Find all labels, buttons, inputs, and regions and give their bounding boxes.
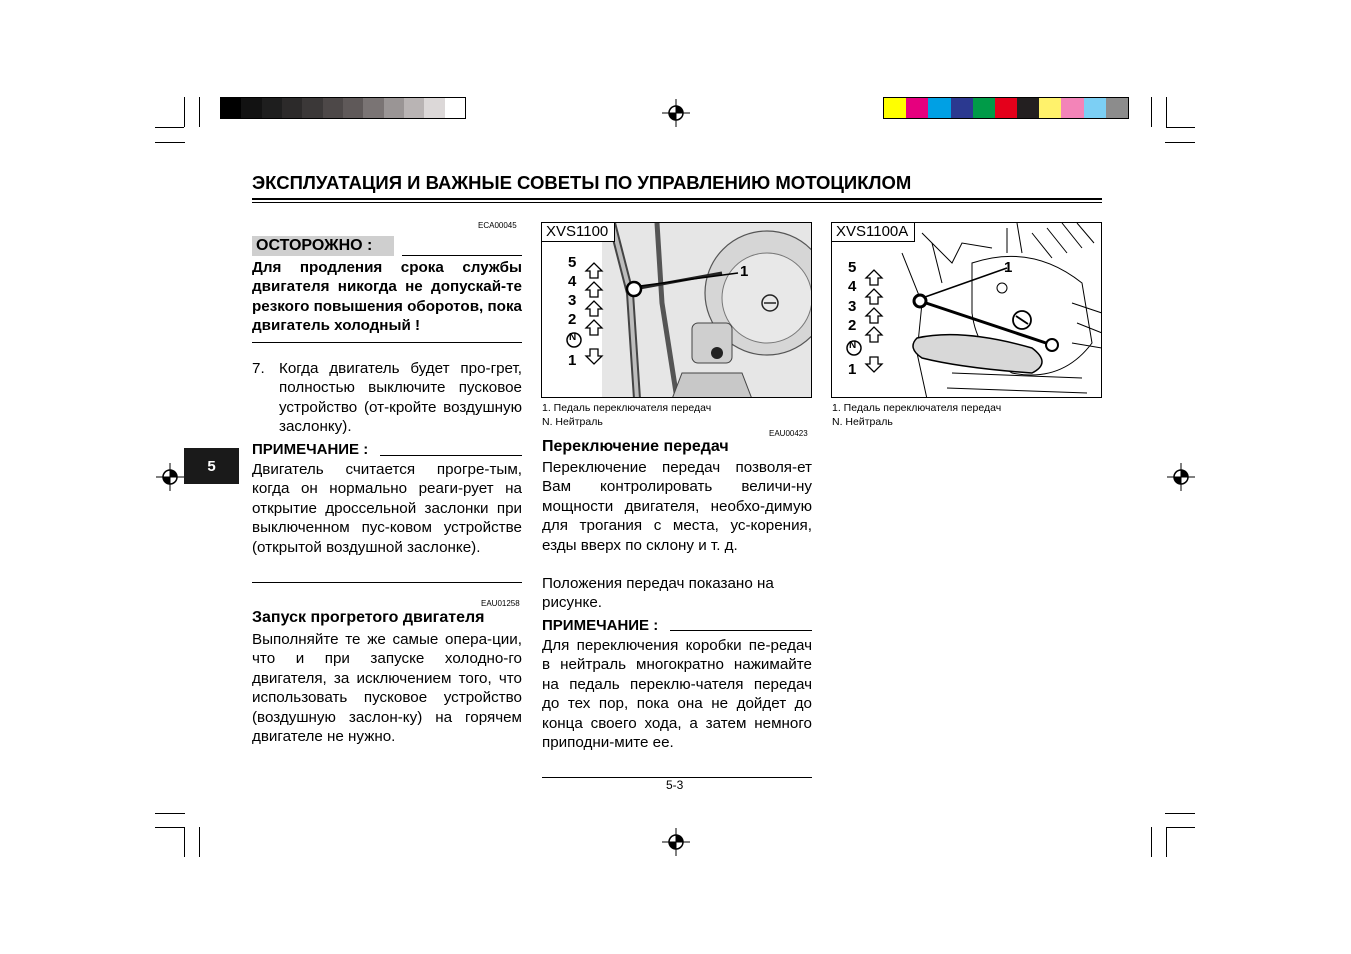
gear-number: 4 [568,273,577,290]
section-code: EAU01258 [481,599,520,608]
calibration-swatch [995,98,1017,118]
note-label: ПРИМЕЧАНИЕ : [542,617,659,634]
figure-model-label: XVS1100A [832,223,915,242]
calibration-swatch [906,98,928,118]
note-rule [380,455,522,456]
section-title: Запуск прогретого двигателя [252,609,485,626]
color-calibration-bar [883,97,1129,119]
registration-mark-icon [1167,463,1195,491]
caution-code: ECA00045 [478,221,517,230]
page-number: 5-3 [666,778,684,792]
callout-number: 1 [1004,259,1013,276]
calibration-swatch [302,98,322,118]
caution-label: ОСТОРОЖНО : [252,236,394,256]
gear-number: 5 [568,254,577,271]
gear-neutral: N [569,332,577,343]
calibration-swatch [221,98,241,118]
callout-number: 1 [740,263,749,280]
gear-number: 2 [568,311,577,328]
registration-mark-icon [156,463,184,491]
calibration-swatch [951,98,973,118]
calibration-swatch [424,98,444,118]
step-text: Когда двигатель будет про-грет, полностью выключите пусковое устройство (от-кройте воздушную заслонку). [279,360,522,436]
section-text: Выполняйте те же самые опера-ции, что и при запуске холодно-го двигателя, за исключением того, что использовать пусковое устройство (воздушную заслон-ку) на горячем двигателе не нужно. [252,631,522,746]
step-number: 7. [252,360,265,377]
section-text: Положения передач показано на рисунке. [542,575,774,612]
calibration-swatch [445,98,465,118]
calibration-swatch [973,98,995,118]
gear-number: 1 [848,361,857,378]
section-code: EAU00423 [769,429,808,438]
gear-number: 3 [848,298,857,315]
gear-number: 2 [848,317,857,334]
calibration-swatch [1039,98,1061,118]
calibration-swatch [1017,98,1039,118]
title-rule [252,202,1102,203]
calibration-swatch [282,98,302,118]
note-text: Двигатель считается прогре-тым, когда он нормально реаги-рует на открытие дроссельной заслонки при выключенном пус-ковом устройстве (открытой воздушной заслонке). [252,461,522,556]
figure-model-label: XVS1100 [542,223,615,242]
figure-caption-2: N. Нейтраль [542,416,603,428]
title-rule [252,198,1102,200]
grayscale-calibration-bar [220,97,466,119]
gear-pedal-illustration [542,223,812,398]
caution-text: Для продления срока службы двигателя никогда не допускай-те резкого повышения оборотов, пока двигатель холодный ! [252,259,522,335]
calibration-swatch [1084,98,1106,118]
gear-number: 3 [568,292,577,309]
section-title: Переключение передач [542,438,729,455]
caution-end-rule [252,342,522,343]
note-text: Для переключения коробки пе-редач в нейтраль многократно нажимайте на педаль переклю-чателя передач до тех пор, пока она не дойдет до конца своего хода, а затем немного приподни-мите ее. [542,637,812,752]
calibration-swatch [262,98,282,118]
note-label: ПРИМЕЧАНИЕ : [252,441,369,458]
registration-mark-icon [662,828,690,856]
gear-neutral: N [849,340,857,351]
figure-xvs1100 [541,222,812,398]
calibration-swatch [884,98,906,118]
page-title: ЭКСПЛУАТАЦИЯ И ВАЖНЫЕ СОВЕТЫ ПО УПРАВЛЕНИЮ МОТОЦИКЛОМ [252,172,912,193]
figure-caption-1: 1. Педаль переключателя передач [832,402,1002,414]
calibration-swatch [343,98,363,118]
note-end-rule [252,582,522,583]
calibration-swatch [323,98,343,118]
section-text: Переключение передач позволя-ет Вам контролировать величи-ну мощности двигателя, необхо-димую для трогания с места, ус-корения, езды вверх по склону и т. д. [542,459,812,554]
note-rule [670,630,812,631]
registration-mark-icon [662,99,690,127]
calibration-swatch [241,98,261,118]
gear-number: 1 [568,352,577,369]
figure-caption-1: 1. Педаль переключателя передач [542,402,712,414]
chapter-tab: 5 [184,448,239,484]
calibration-swatch [384,98,404,118]
figure-xvs1100a [831,222,1102,398]
gear-number: 5 [848,259,857,276]
calibration-swatch [928,98,950,118]
calibration-swatch [1061,98,1083,118]
gear-number: 4 [848,278,857,295]
calibration-swatch [1106,98,1128,118]
caution-rule [402,255,522,256]
calibration-swatch [404,98,424,118]
gear-pedal-illustration [832,223,1102,398]
calibration-swatch [363,98,383,118]
figure-caption-2: N. Нейтраль [832,416,893,428]
